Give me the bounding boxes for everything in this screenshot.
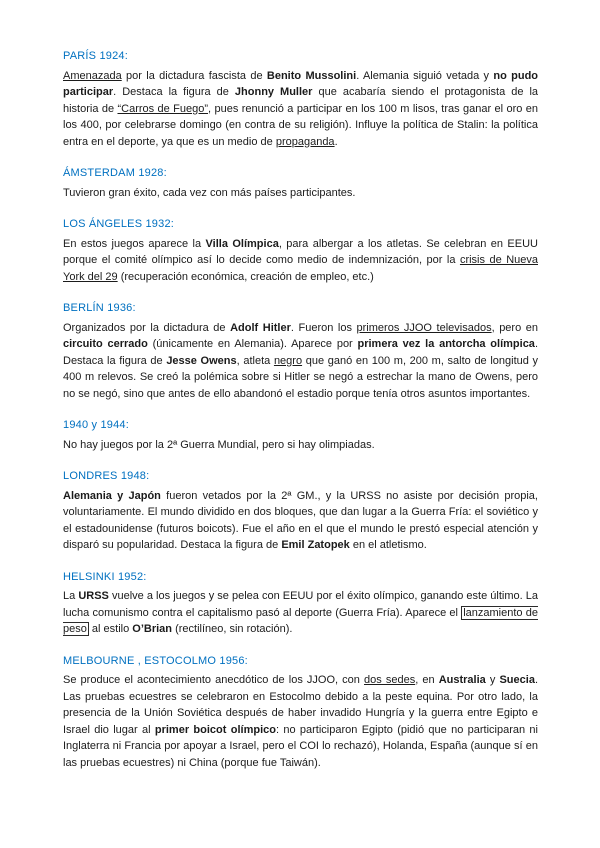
text-segment: circuito cerrado [63, 338, 148, 350]
text-segment: , para albergar a los atletas. Se celebran en EEUU porque el comité olímpico así lo decide como medio de indemnización, por la [63, 237, 538, 266]
paragraph [63, 588, 538, 638]
section-heading: HELSINKI 1952: [63, 570, 147, 583]
document-body [63, 48, 538, 771]
text-segment: . Alemania siguió vetada y [356, 69, 494, 82]
section-heading: PARÍS 1924: [63, 50, 128, 62]
text-segment: fueron vetados por la 2ª GM., y la URSS no asiste por decisión propia, voluntariamente. El mundo dividido en dos bloques, que dan lugar a la Guerra Fría: el soviético y el estadounidense (futuros boicots). Fue el año en el que el mundo le prestó especial atención y disparó su popularidad. Destaca la figura de [63, 489, 538, 551]
text-segment: (rectilíneo, sin rotación). [172, 623, 293, 635]
text-segment: negro [273, 354, 303, 367]
section [63, 417, 538, 453]
text-segment: Emil Zatopek [281, 539, 350, 551]
text-segment: propaganda [275, 135, 335, 148]
text-segment: . Destaca la figura de [63, 338, 538, 367]
text-segment: , pues renunció a participar en los 100 m lisos, tras ganar el oro en los 400, por celebrarse domingo (en contra de su religión). Influye la política de Stalin: la política entra en el deporte, ya que es un medio de [63, 102, 538, 148]
paragraph [63, 672, 538, 771]
section-heading: ÁMSTERDAM 1928: [63, 167, 167, 179]
section [63, 569, 538, 638]
text-segment: por la dictadura fascista de [121, 69, 267, 82]
text-segment: primeros JJOO televisados [356, 321, 492, 334]
text-segment: (recuperación económica, creación de empleo, etc.) [117, 270, 374, 283]
text-segment: Jhonny Muller [234, 86, 313, 98]
text-segment: lanzamiento de peso [63, 606, 538, 635]
text-segment: que ganó en 100 m, 200 m, salto de longitud y 400 m relevos. Se creó la polémica sobre si Hitler se negó a estrechar la mano de Owens, pero no se negó, sino que antes de ello abandonó el estadio porque tenía otros asuntos importantes. [63, 354, 539, 400]
text-segment: Organizados por la dictadura de [63, 321, 231, 334]
text-segment: primera vez la antorcha olímpica [357, 338, 535, 350]
text-segment: . Las pruebas ecuestres se celebraron en Estocolmo debido a la peste equina. Por otro lado, la presencia de la Unión Soviética después de haber invadido Hungría y la guerra entre Egipto e Israel dio lugar al [63, 674, 538, 736]
text-segment: (únicamente en Alemania). Aparece por [147, 338, 358, 350]
text-segment: : no participaron Egipto (pidió que no participaran ni Inglaterra ni Francia por apoyar a Israel, pero el COI lo rechazó), Holanda, España (aunque sí en las pruebas ecuestres) ni China (porque fue Taiwán). [63, 723, 538, 769]
text-segment: Benito Mussolini [266, 69, 357, 82]
text-segment: y [485, 674, 500, 686]
text-segment: “Carros de Fuego” [117, 102, 209, 115]
text-segment: primer boicot olímpico [154, 723, 276, 736]
text-segment: Suecia [499, 674, 535, 686]
text-segment: En estos juegos aparece la [63, 237, 206, 250]
text-segment: crisis de Nueva York del 29 [63, 254, 538, 283]
section [63, 300, 538, 402]
text-segment: vuelve a los juegos y se pelea con EEUU por el éxito olímpico, ganando este último. La lucha comunismo contra el capitalismo pasó al deporte (Guerra Fría). Aparece el [63, 590, 538, 619]
text-segment: , pero en [491, 321, 538, 334]
text-segment: que acabaría siendo el protagonista de la historia de [63, 86, 539, 115]
text-segment: Adolf Hitler [230, 321, 291, 334]
section [63, 653, 538, 772]
paragraph [63, 320, 538, 403]
section [63, 468, 538, 554]
paragraph [63, 68, 538, 151]
paragraph [63, 488, 538, 554]
text-segment: URSS [78, 590, 109, 602]
text-segment: dos sedes [364, 674, 416, 686]
text-segment: Alemania y Japón [63, 489, 161, 502]
text-segment: . Destaca la figura de [113, 86, 235, 98]
section-heading: LONDRES 1948: [63, 470, 150, 482]
text-segment: no pudo participar [63, 69, 539, 98]
paragraph [63, 185, 538, 202]
text-segment: Villa Olímpica [205, 237, 279, 250]
paragraph [63, 437, 538, 454]
section [63, 216, 538, 285]
text-segment: al estilo [88, 623, 133, 635]
text-segment: Amenazada [63, 69, 122, 82]
text-segment: Tuvieron gran éxito, cada vez con más países participantes. [63, 186, 356, 199]
text-segment: . Fueron los [290, 321, 357, 334]
text-segment: , en [415, 674, 439, 686]
section [63, 165, 538, 201]
section-heading: MELBOURNE , ESTOCOLMO 1956: [63, 654, 248, 667]
text-segment: . [334, 135, 338, 148]
text-segment: en el atletismo. [349, 539, 427, 551]
paragraph [63, 236, 538, 286]
section-heading: 1940 y 1944: [63, 419, 130, 431]
section-heading: BERLÍN 1936: [63, 302, 136, 314]
text-segment: Australia [438, 674, 486, 686]
text-segment: , atleta [236, 354, 274, 367]
section-heading: LOS ÁNGELES 1932: [63, 218, 175, 230]
section [63, 48, 538, 150]
text-segment: O’Brian [132, 623, 173, 635]
text-segment: La [63, 590, 79, 602]
text-segment: Se produce el acontecimiento anecdótico de los JJOO, con [63, 674, 365, 686]
text-segment: No hay juegos por la 2ª Guerra Mundial, pero si hay olimpiadas. [63, 438, 375, 451]
text-segment: Jesse Owens [166, 354, 237, 367]
